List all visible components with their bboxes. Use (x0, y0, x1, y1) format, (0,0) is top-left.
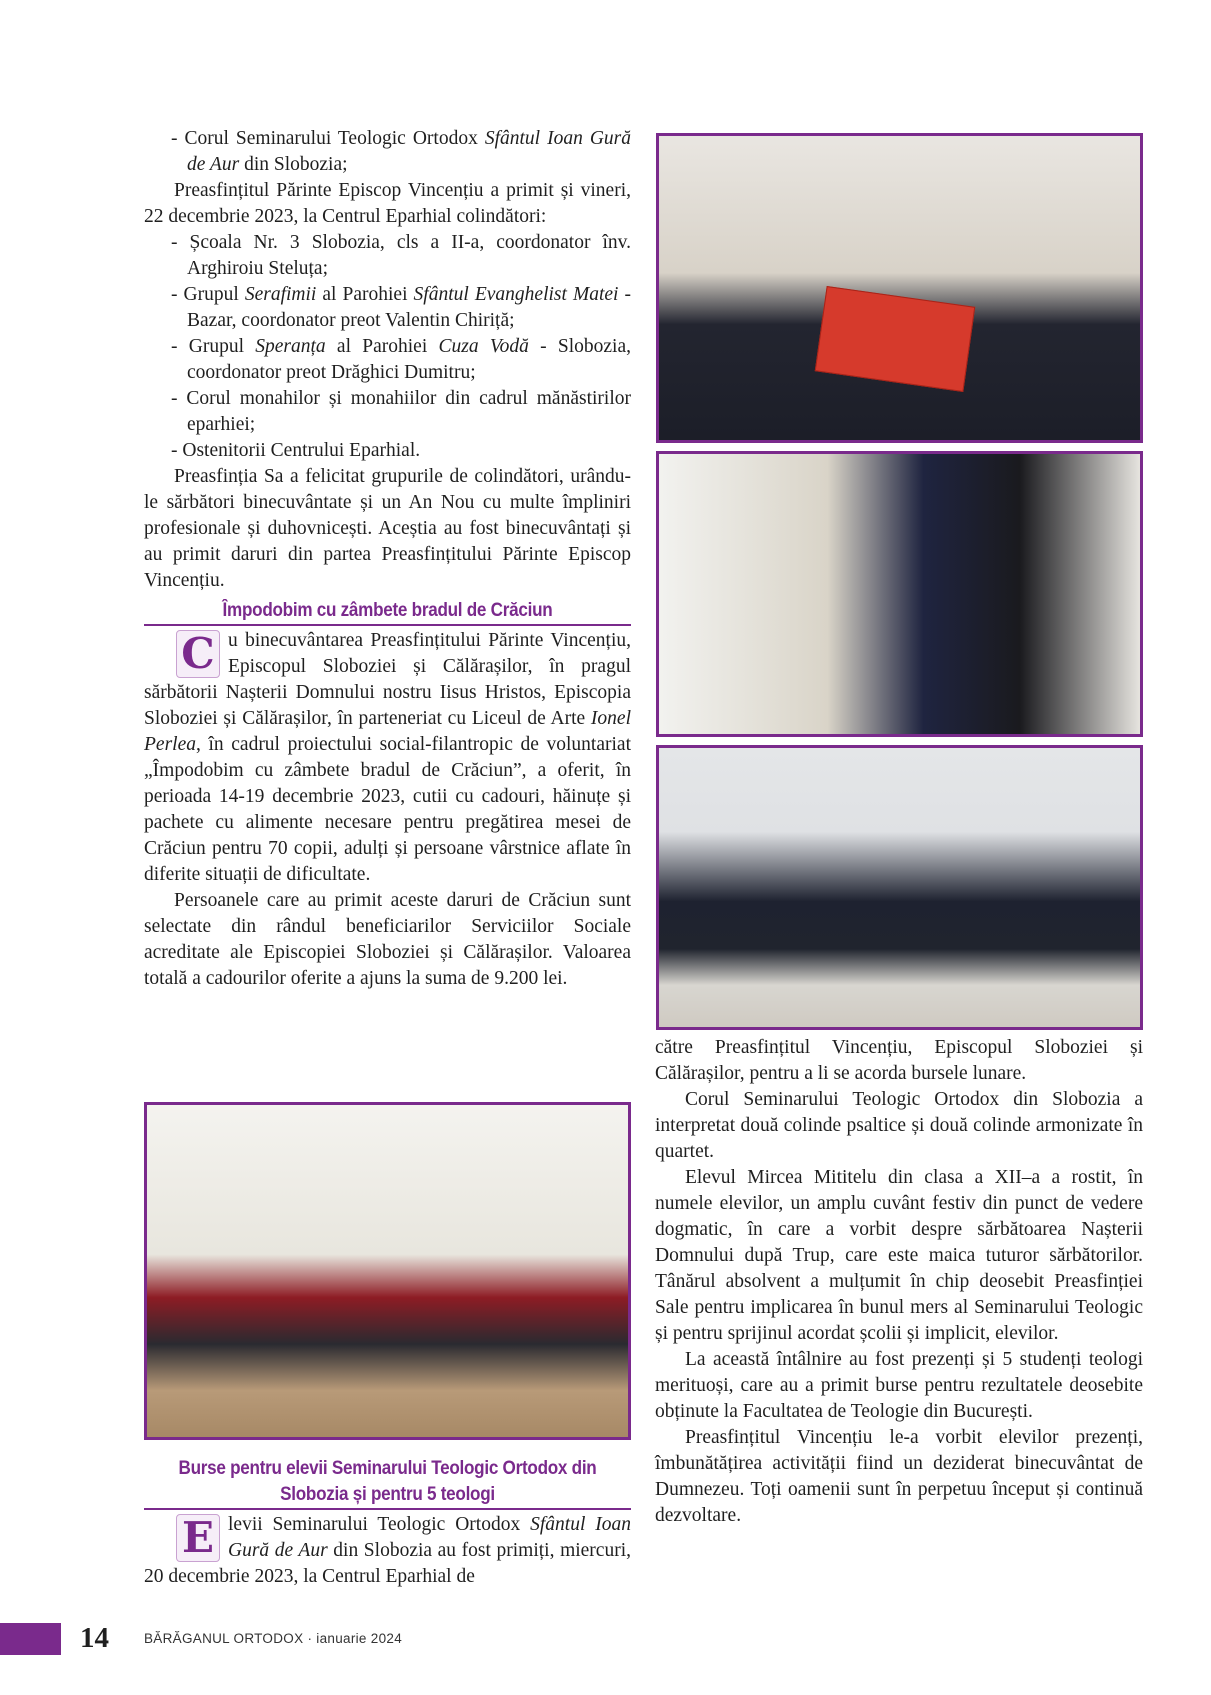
section-heading: Împodobim cu zâmbete bradul de Crăciun (222, 600, 553, 621)
photo-students-reading (656, 133, 1143, 443)
list-item-text: - Corul Seminarului Teologic Ortodox (171, 128, 485, 149)
dropcap: E (176, 1514, 220, 1562)
list-item (144, 334, 631, 386)
left-column-lower (144, 1452, 631, 1590)
footer-accent-bar (0, 1623, 61, 1655)
list-item (144, 126, 631, 178)
paragraph-text: din Slobozia au fost primiți, miercuri, 20 decembrie 2023, la Centrul Eparhial de (144, 1540, 631, 1587)
photo-bishop-blessing (656, 451, 1143, 737)
section-heading-rule (144, 598, 631, 626)
list-item-text: - Corul monahilor și monahiilor din cadrul mănăstirilor eparhiei; (171, 388, 631, 435)
list-item-text: - Ostenitorii Centrului Eparhial. (171, 440, 421, 461)
list-item-text: - Bazar, coordonator preot Valentin Chiriță; (187, 284, 631, 331)
paragraph: Persoanele care au primit aceste daruri de Crăciun sunt selectate din rândul beneficiarilor Serviciilor Sociale acreditate ale Episcopiei Sloboziei și Călărașilor. Valoarea totală a cadourilor oferite a ajuns la suma de 9.200 lei. (144, 890, 631, 989)
list-item-text: - Grupul (171, 284, 245, 305)
paragraph-italic: Ionel Perlea (144, 708, 631, 755)
list-item (144, 230, 631, 282)
paragraph (144, 1512, 631, 1590)
paragraph: Elevul Mircea Mititelu din clasa a XII–a a rostit, în numele elevilor, un amplu cuvânt festiv din punct de vedere dogmatic, în care a vorbit despre sărbătoarea Nașterii Domnului după Trup, care este maica tuturor sărbătorilor. Tânărul absolvent a mulțumit în chip deosebit Preasfinției Sale pentru implicarea în bunul mers al Seminarului Teologic și pentru sprijinul acordat școlii și implicit, elevilor. (655, 1167, 1143, 1344)
paragraph-text: u binecuvântarea Preasfințitului Părinte Vincențiu, Episcopul Sloboziei și Călărașilor, în pragul sărbătorii Nașterii Domnului nostru Iisus Hristos, Episcopia Sloboziei și Călărașilor, în parteneriat cu Liceul de Arte (144, 630, 631, 729)
paragraph: La această întâlnire au fost prezenți și 5 studenți teologi merituoși, care au a primit burse pentru rezultatele deosebite obținute la Facultatea de Teologie din București. (655, 1349, 1143, 1422)
list-item (144, 282, 631, 334)
page-number: 14 (80, 1622, 109, 1654)
photo-children-gifts (144, 1102, 631, 1440)
section-heading: Burse pentru elevii Seminarului Teologic Ortodox din Slobozia și pentru 5 teologi (178, 1458, 597, 1505)
paragraph: Preasfinția Sa a felicitat grupurile de colindători, urându-le sărbători binecuvântate și un An Nou cu multe împliniri profesionale și duhovnicești. Aceștia au fost binecuvântați și au primit daruri din partea Preasfințitului Părinte Episcop Vincențiu. (144, 466, 631, 591)
paragraph: Corul Seminarului Teologic Ortodox din Slobozia a interpretat două colinde psaltice și două colinde armonizate în quartet. (655, 1089, 1143, 1162)
paragraph: Preasfințitul Vincențiu le-a vorbit elevilor prezenți, îmbunătățirea activității fiind un deziderat binecuvântat de Dumnezeu. Toți oamenii sunt în perpetuu început și continuă dezvoltare. (655, 1427, 1143, 1526)
paragraph-text: , în cadrul proiectului social-filantropic de voluntariat „Împodobim cu zâmbete bradul de Crăciun”, a oferit, în perioada 14-19 decembrie 2023, cutii cu cadouri, hăinuțe și pachete cu alimente necesare pentru pregătirea mesei de Crăciun pentru 70 copii, adulți și persoane vârstnice aflate în diferite situații de dificultate. (144, 734, 631, 885)
photo-group-hall (656, 745, 1143, 1030)
list-item-text: al Parohiei (325, 336, 439, 357)
list-item-italic: Sfântul Ioan Gură de Aur (187, 128, 631, 175)
paragraph-italic: Sfântul Ioan Gură de Aur (228, 1514, 631, 1561)
list-item (144, 386, 631, 438)
paragraph: către Preasfințitul Vincențiu, Episcopul Sloboziei și Călărașilor, pentru a li se acorda bursele lunare. (655, 1037, 1143, 1084)
paragraph-text: levii Seminarului Teologic Ortodox (228, 1514, 531, 1535)
dropcap: C (176, 630, 220, 678)
publication-footer: BĂRĂGANUL ORTODOX · ianuarie 2024 (144, 1631, 403, 1646)
list-item-text: din Slobozia; (239, 154, 348, 175)
list-item (144, 438, 631, 464)
list-item-text: - Grupul (171, 336, 256, 357)
list-item-text: al Parohiei (316, 284, 414, 305)
section-heading-rule (144, 1456, 631, 1510)
right-column (655, 1035, 1143, 1529)
list-item-italic: Serafimii (244, 284, 317, 305)
list-item-italic: Cuza Vodă (438, 336, 529, 357)
left-column (144, 126, 631, 992)
paragraph: Preasfințitul Părinte Episcop Vincențiu a primit și vineri, 22 decembrie 2023, la Centrul Eparhial colindători: (144, 180, 631, 227)
list-item-italic: Sfântul Evanghelist Matei (413, 284, 619, 305)
list-item-italic: Speranța (255, 336, 326, 357)
list-item-text: - Școala Nr. 3 Slobozia, cls a II-a, coordonator înv. Arghiroiu Steluța; (171, 232, 631, 279)
list-item-text: - Slobozia, coordonator preot Drăghici Dumitru; (187, 336, 631, 383)
paragraph (144, 628, 631, 888)
